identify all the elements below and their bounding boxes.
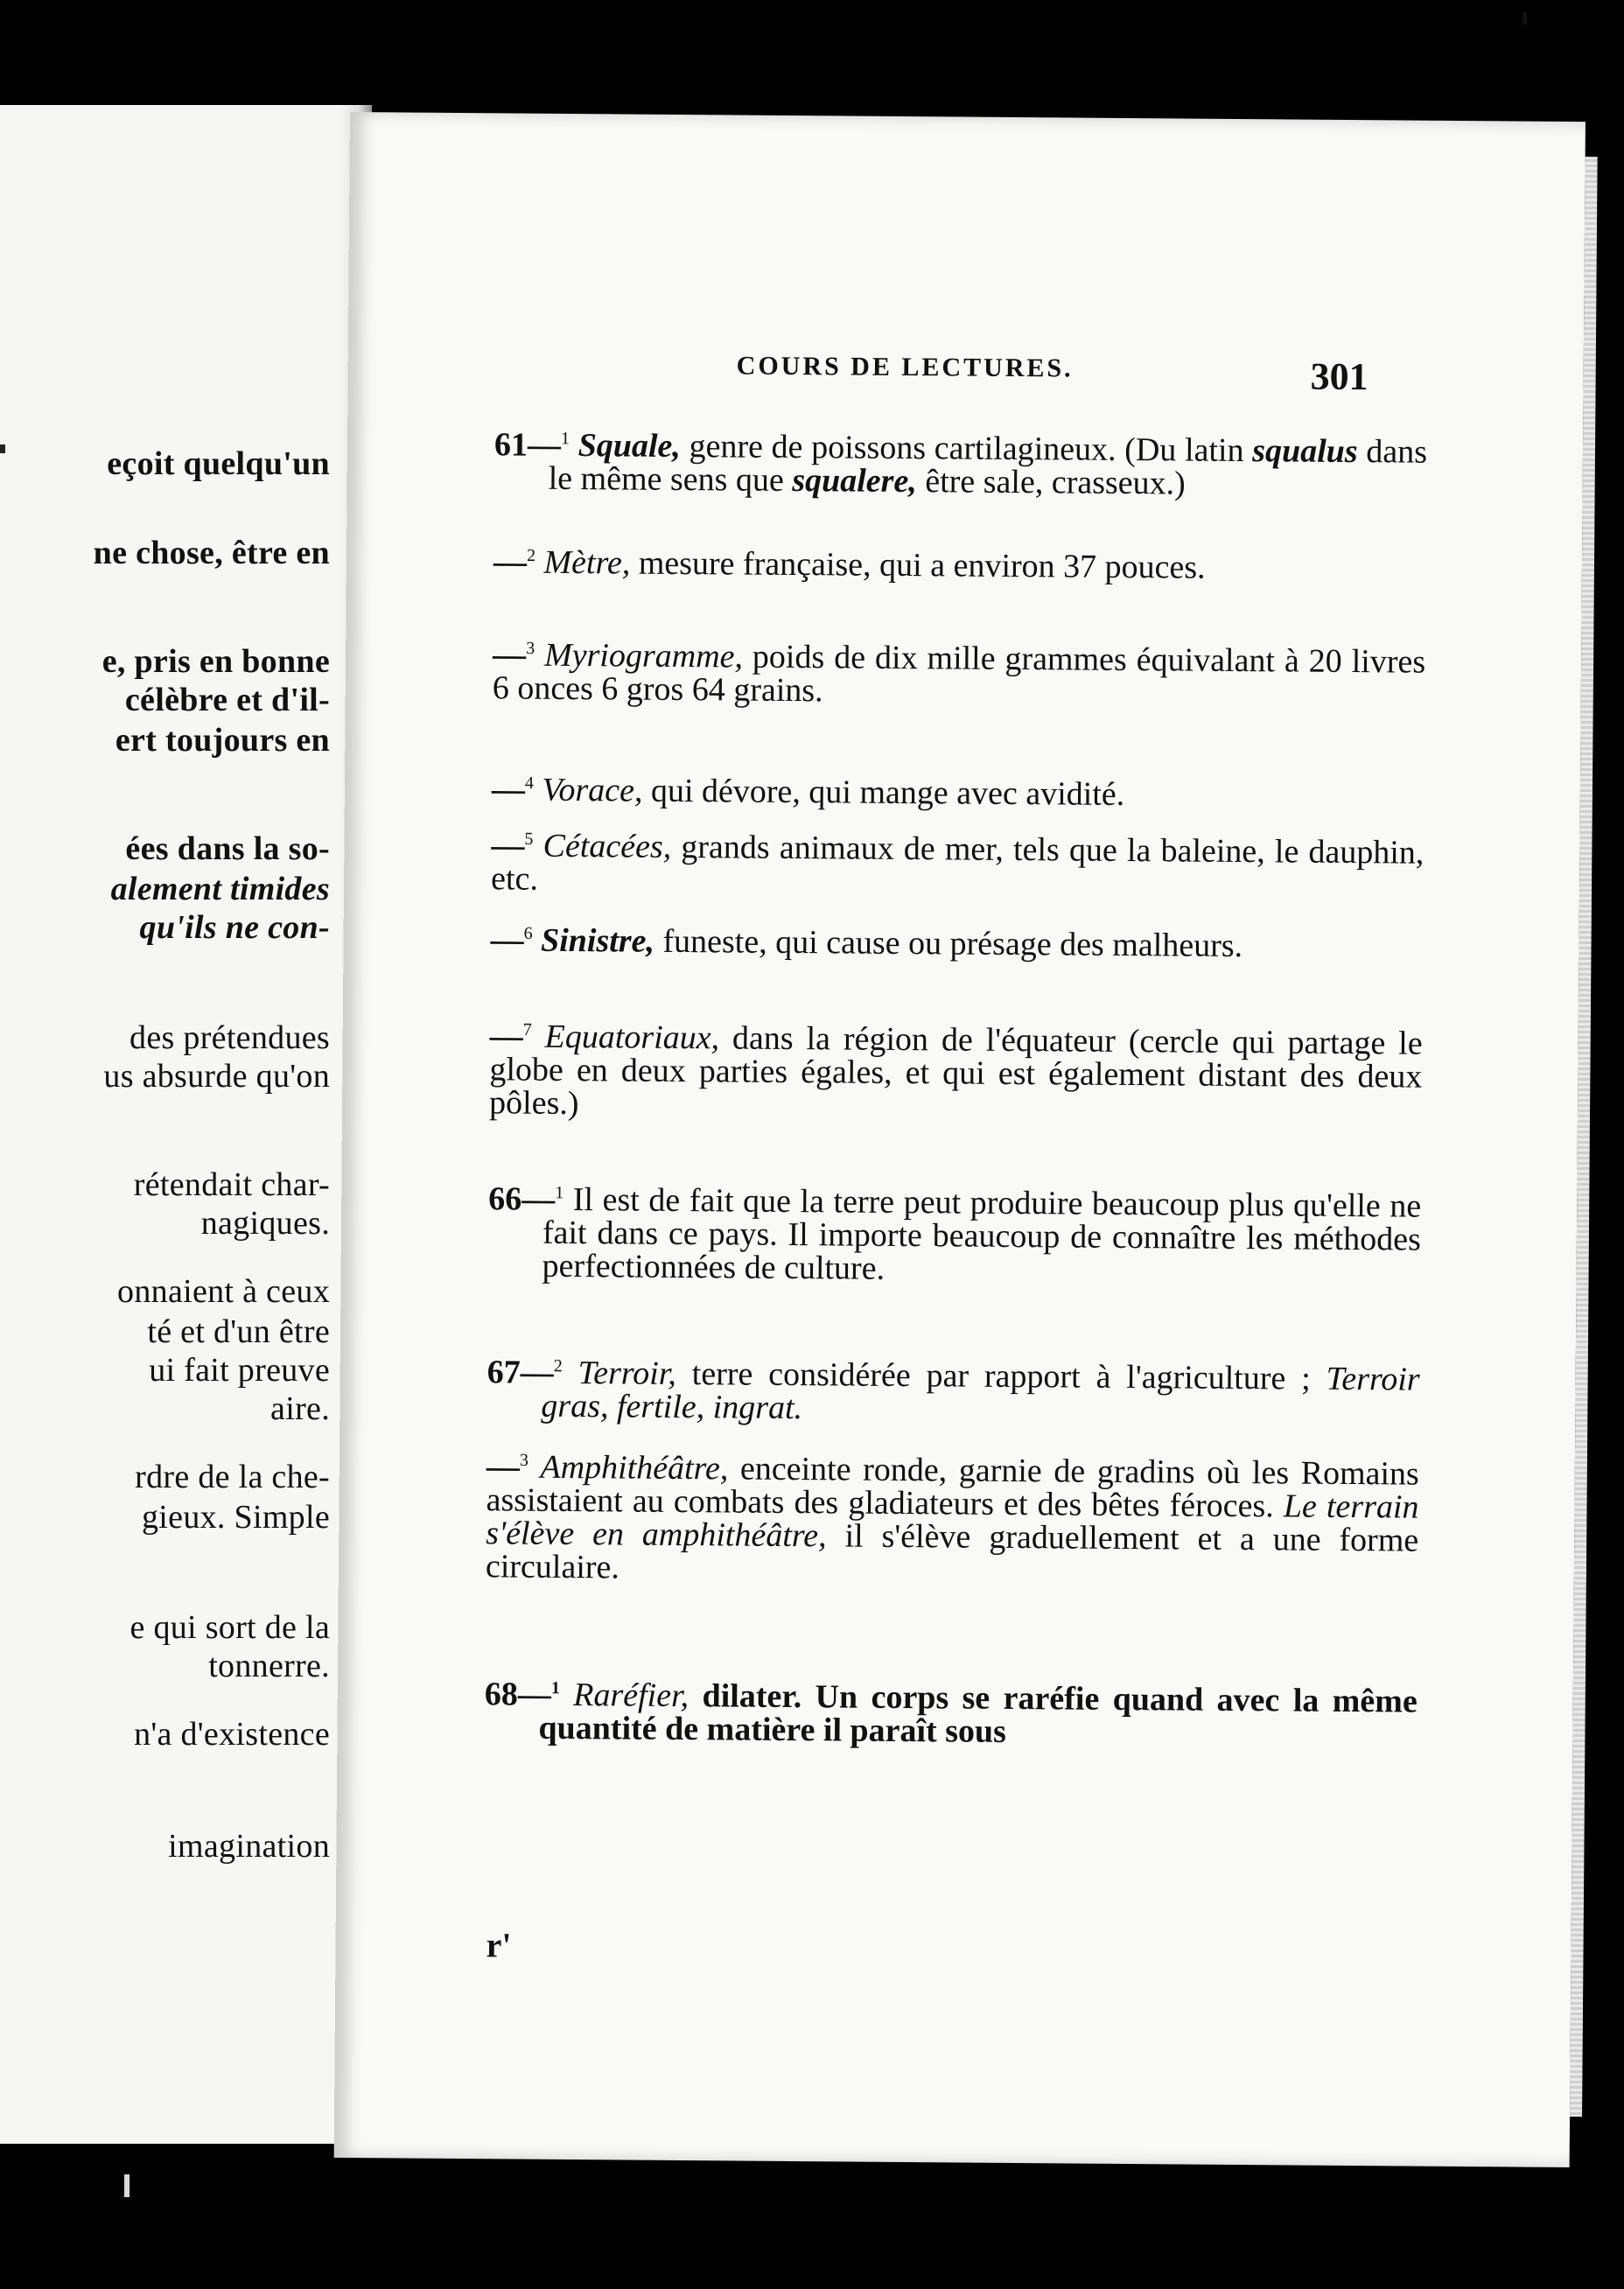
note-text: être sale, crasseux.) <box>916 463 1186 502</box>
note-text: dans le même sens que <box>548 433 1428 499</box>
note-text: terre considérée par rapport à l'agriculture ; <box>676 1354 1326 1397</box>
note-number: 4 <box>524 773 535 794</box>
note-ref: — <box>491 827 525 864</box>
left-line: ert toujours en <box>115 722 330 759</box>
note-text: grands animaux de mer, tels que la baleine, le dauphin, etc. <box>490 828 1424 898</box>
page-edge <box>1570 157 1598 2117</box>
running-head: COURS DE LECTURES. <box>736 351 1074 383</box>
note-ref: 61— <box>494 426 562 464</box>
left-line: imagination <box>168 1828 330 1865</box>
left-line: ées dans la so- <box>125 830 330 867</box>
left-line: rétendait char- <box>133 1166 330 1203</box>
note-67-3 <box>486 1450 1419 1590</box>
note-61-5 <box>491 829 1424 902</box>
note-number: 5 <box>524 829 534 850</box>
note-ref: — <box>493 543 528 581</box>
left-line: gieux. Simple <box>142 1499 330 1536</box>
left-line: qu'ils ne con- <box>139 909 330 946</box>
left-page <box>0 105 372 2144</box>
left-line: tonnerre. <box>208 1648 330 1684</box>
note-text: enceinte ronde, garnie de gradins où les Romains assistaient au combats des gladiateurs et des bêtes féroces. <box>486 1450 1419 1525</box>
page-number: 301 <box>1310 354 1368 399</box>
left-line: té et d'un être <box>147 1313 330 1350</box>
left-line: rdre de la che- <box>135 1459 330 1495</box>
note-term: Vorace, <box>542 771 643 809</box>
note-ref: 68— <box>484 1676 551 1713</box>
left-page-mark <box>0 444 5 453</box>
note-term: Raréfier, <box>573 1676 690 1715</box>
left-line: aire. <box>270 1390 330 1427</box>
note-ref: — <box>491 771 526 808</box>
note-term: Cétacées, <box>542 827 672 865</box>
note-italic: Terroir gras, fertile, ingrat. <box>541 1360 1420 1427</box>
note-text: funeste, qui cause ou présage des malheurs. <box>654 922 1243 965</box>
left-line: n'a d'existence <box>134 1716 330 1753</box>
note-number: 2 <box>526 545 536 566</box>
note-68-1 <box>484 1677 1418 1751</box>
left-line: onnaient à ceux <box>117 1273 330 1310</box>
note-term: Squale, <box>578 427 682 465</box>
note-italic: squalere, <box>792 461 917 500</box>
note-number: 6 <box>523 923 533 944</box>
note-term: Amphithéâtre, <box>540 1448 729 1488</box>
left-line: ui fait preuve <box>149 1352 330 1389</box>
note-ref: — <box>486 1448 521 1486</box>
left-line: nagiques. <box>200 1205 330 1242</box>
left-line: alement timides <box>110 871 330 907</box>
left-line: us absurde qu'on <box>103 1058 330 1095</box>
note-66-1 <box>488 1182 1422 1289</box>
note-number: 7 <box>522 1019 532 1040</box>
note-number: 3 <box>526 638 536 659</box>
note-number: 3 <box>519 1450 528 1470</box>
footnotes <box>347 426 1583 1750</box>
note-text: poids de dix mille grammes équivalant à 20 livres 6 onces 6 gros 64 grains. <box>492 638 1426 710</box>
note-ref: — <box>490 921 524 959</box>
note-text: Il est de fait que la terre peut produire beaucoup plus qu'elle ne fait dans ce pays. Il importe beaucoup de connaître les méthodes perfectionnées de culture. <box>542 1180 1422 1287</box>
left-line: ne chose, être en <box>93 535 330 571</box>
note-text: mesure française, qui a environ 37 pouces. <box>630 544 1206 586</box>
note-ref: — <box>489 1018 523 1055</box>
note-term: Myriogramme, <box>543 636 744 676</box>
note-text: qui dévore, qui mange avec avidité. <box>642 772 1125 813</box>
note-number: 1 <box>560 429 570 449</box>
note-ref: — <box>492 636 527 674</box>
note-61-4 <box>492 773 1424 813</box>
note-67-2 <box>486 1355 1420 1429</box>
note-italic: Le terrain s'élève en amphithéâtre, <box>486 1488 1419 1555</box>
left-line: eçoit quelqu'un <box>107 445 330 482</box>
note-text: dans la région de l'équateur (cercle qui partage le globe en deux parties égales, et qui est également distant des deux pôles.) <box>488 1019 1423 1123</box>
note-61-7 <box>489 1019 1423 1126</box>
note-61-2 <box>494 545 1426 585</box>
left-line: e, pris en bonne <box>102 643 330 680</box>
right-page <box>334 112 1586 2167</box>
note-text: il s'élève graduellement et a une forme circulaire. <box>485 1517 1419 1586</box>
note-text: genre de poissons cartilagineux. (Du latin <box>680 427 1253 470</box>
note-61-3 <box>493 638 1426 711</box>
note-number: 1 <box>550 1678 560 1698</box>
left-line: e qui sort de la <box>130 1609 330 1646</box>
note-number: 1 <box>555 1183 564 1203</box>
scan-speck <box>124 2174 130 2197</box>
left-line: célèbre et d'il- <box>124 682 330 718</box>
note-number: 2 <box>553 1356 563 1376</box>
note-term: Sinistre, <box>540 921 655 960</box>
note-text: dilater. Un corps se raréfie quand avec la même quantité de matière il paraît sous <box>538 1677 1418 1750</box>
note-ref: 66— <box>488 1180 556 1218</box>
note-italic: squalus <box>1252 432 1358 471</box>
note-term: Mètre, <box>543 543 631 582</box>
note-61-1 <box>494 428 1428 501</box>
footer-signature-mark: r' <box>486 1925 512 1965</box>
left-line: des prétendues <box>130 1019 330 1056</box>
note-ref: 67— <box>486 1354 554 1391</box>
scan-speck <box>1522 12 1527 24</box>
note-term: Terroir, <box>578 1354 677 1392</box>
note-term: Equatoriaux, <box>544 1018 720 1057</box>
note-61-6 <box>490 923 1423 963</box>
